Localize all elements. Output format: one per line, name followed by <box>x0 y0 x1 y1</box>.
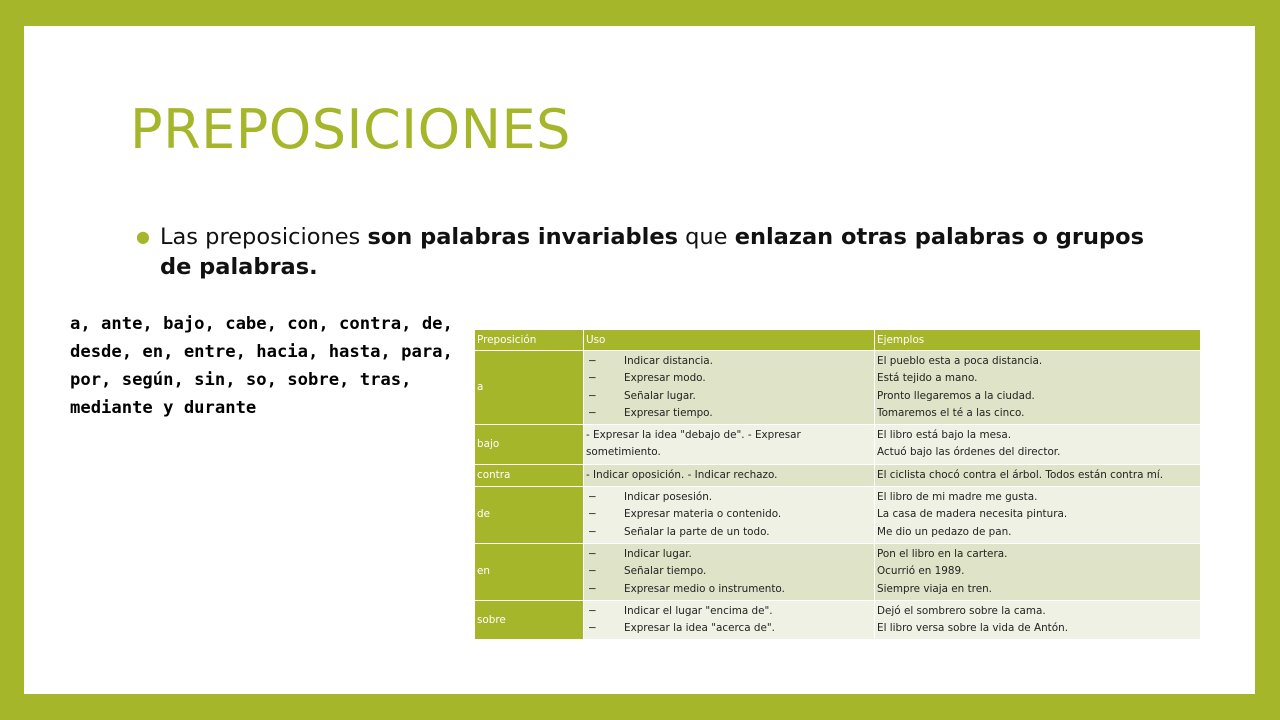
example-line: El libro versa sobre la vida de Antón. <box>877 622 1068 635</box>
slide <box>24 26 1255 694</box>
preposition-cell: a <box>475 351 584 425</box>
uso-cell <box>584 543 875 600</box>
uso-text: Expresar la idea "acerca de". <box>624 622 775 635</box>
dash-icon: − <box>588 372 597 385</box>
uso-text: Señalar tiempo. <box>624 565 707 578</box>
uso-list-item <box>586 524 872 541</box>
ejemplos-cell <box>875 351 1201 425</box>
dash-icon: − <box>588 508 597 521</box>
example-line: La casa de madera necesita pintura. <box>877 508 1068 521</box>
example-line: El ciclista chocó contra el árbol. Todos están contra mí. <box>877 468 1164 481</box>
header-ejemplos: Ejemplos <box>875 330 1201 351</box>
uso-cell <box>584 600 875 640</box>
uso-list-item <box>586 506 872 523</box>
example-line: Pon el libro en la cartera. <box>877 547 1008 560</box>
dash-icon: − <box>588 547 597 560</box>
uso-cell <box>584 351 875 425</box>
dash-icon: − <box>588 622 597 635</box>
table-header-row <box>475 330 1201 351</box>
uso-text: Indicar el lugar "encima de". <box>624 604 773 617</box>
example-line: Está tejido a mano. <box>877 372 978 385</box>
header-preposicion: Preposición <box>475 330 584 351</box>
table-row <box>475 543 1201 600</box>
uso-text: Expresar tiempo. <box>624 406 713 419</box>
example-line: Tomaremos el té a las cinco. <box>877 406 1025 419</box>
uso-text: Expresar modo. <box>624 372 706 385</box>
uso-text: Expresar materia o contenido. <box>624 508 782 521</box>
preposition-cell: de <box>475 487 584 544</box>
example-line: El libro de mi madre me gusta. <box>877 491 1038 504</box>
example-line: Actuó bajo las órdenes del director. <box>877 446 1061 459</box>
uso-text: Señalar la parte de un todo. <box>624 525 770 538</box>
bullet-icon: ● <box>136 227 150 246</box>
header-uso: Uso <box>584 330 875 351</box>
preposition-cell: bajo <box>475 425 584 465</box>
ejemplos-cell <box>875 487 1201 544</box>
prepositions-table <box>474 329 1201 640</box>
preposition-list: a, ante, bajo, cabe, con, contra, de, desde, en, entre, hacia, hasta, para, por, según, sin, so, sobre, tras, mediante y durante <box>70 314 453 418</box>
uso-cell: - Expresar la idea "debajo de". - Expresar sometimiento. <box>584 425 875 465</box>
bullet-point <box>136 222 1146 282</box>
dash-icon: − <box>588 565 597 578</box>
dash-icon: − <box>588 355 597 367</box>
uso-list-item <box>586 370 872 387</box>
uso-list-item <box>586 563 872 580</box>
uso-list-item <box>586 388 872 405</box>
uso-list-item <box>586 353 872 370</box>
uso-text: Señalar lugar. <box>624 389 696 402</box>
uso-list-item <box>586 603 872 620</box>
example-line: Siempre viaja en tren. <box>877 582 992 595</box>
example-line: Ocurrió en 1989. <box>877 565 965 578</box>
table-body <box>475 351 1201 640</box>
ejemplos-cell <box>875 464 1201 486</box>
table-row <box>475 351 1201 425</box>
uso-list-item <box>586 489 872 506</box>
ejemplos-cell <box>875 600 1201 640</box>
dash-icon: − <box>588 491 597 504</box>
uso-cell: - Indicar oposición. - Indicar rechazo. <box>584 464 875 486</box>
preposition-cell: en <box>475 543 584 600</box>
table-row <box>475 425 1201 465</box>
bullet-text: Las preposiciones son palabras invariables que enlazan otras palabras o grupos de palabras. <box>159 224 1144 280</box>
uso-text: Expresar medio o instrumento. <box>624 582 785 595</box>
uso-list-item <box>586 546 872 563</box>
example-line: Pronto llegaremos a la ciudad. <box>877 389 1035 402</box>
dash-icon: − <box>588 406 597 419</box>
example-line: El libro está bajo la mesa. <box>877 429 1012 442</box>
preposition-cell: contra <box>475 464 584 486</box>
table-row <box>475 464 1201 486</box>
dash-icon: − <box>588 604 597 617</box>
dash-icon: − <box>588 525 597 538</box>
preposition-cell: sobre <box>475 600 584 640</box>
table-row <box>475 600 1201 640</box>
ejemplos-cell <box>875 425 1201 465</box>
dash-icon: − <box>588 582 597 595</box>
dash-icon: − <box>588 389 597 402</box>
uso-list-item <box>586 620 872 637</box>
uso-text: Indicar lugar. <box>624 547 692 560</box>
ejemplos-cell <box>875 543 1201 600</box>
example-line: El pueblo esta a poca distancia. <box>877 355 1043 367</box>
uso-list-item <box>586 581 872 598</box>
slide-title: PREPOSICIONES <box>130 98 571 161</box>
uso-text: Indicar distancia. <box>624 355 713 367</box>
table-row <box>475 487 1201 544</box>
example-line: Dejó el sombrero sobre la cama. <box>877 604 1046 617</box>
uso-list-item <box>586 405 872 422</box>
uso-cell <box>584 487 875 544</box>
uso-text: Indicar posesión. <box>624 491 713 504</box>
example-line: Me dio un pedazo de pan. <box>877 525 1012 538</box>
